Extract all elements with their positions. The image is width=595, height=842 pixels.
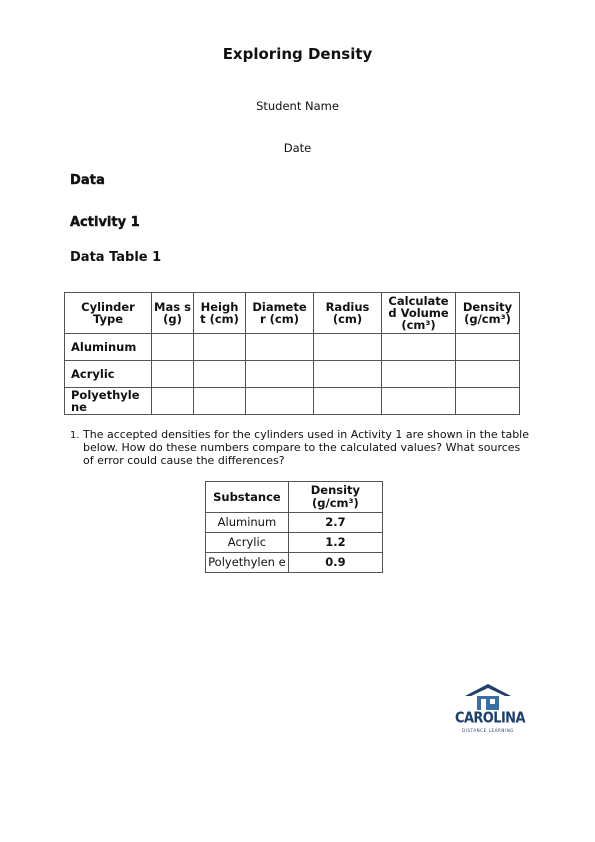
table-cell[interactable] [246,361,314,388]
column-header: Cylinder Type [65,293,152,334]
table-row [65,334,520,361]
table-cell[interactable] [152,334,194,361]
table-cell[interactable] [456,361,520,388]
table-row [206,513,383,533]
table-cell[interactable] [456,388,520,415]
column-header: Diamete r (cm) [246,293,314,334]
column-header: Density (g/cm³) [288,482,382,513]
table-row [65,361,520,388]
column-header: Density (g/cm³) [456,293,520,334]
density-cell: 2.7 [288,513,382,533]
table-row [206,533,383,553]
table-cell[interactable] [246,388,314,415]
question-text: The accepted densities for the cylinders used in Activity 1 are shown in the table below. How do these numbers compare to the calculated values? What sources of error could cause the differences? [83,428,530,467]
substance-cell: Acrylic [206,533,289,553]
student-name-label: Student Name [256,99,339,113]
table-cell[interactable] [152,361,194,388]
table-cell[interactable] [246,334,314,361]
logo-tagline: DISTANCE LEARNING [462,728,514,733]
table-cell[interactable] [382,388,456,415]
row-label: Polyethyle ne [65,388,152,415]
date-label: Date [283,141,312,155]
question-1 [70,428,530,467]
table-cell[interactable] [314,334,382,361]
table-cell[interactable] [382,361,456,388]
question-number: 1. [70,430,80,441]
table-row [206,553,383,573]
row-label: Acrylic [65,361,152,388]
table-cell[interactable] [382,334,456,361]
density-cell: 0.9 [288,553,382,573]
table-row [65,388,520,415]
logo-wordmark: CAROLINA [455,709,525,728]
substance-cell: Aluminum [206,513,289,533]
table-cell[interactable] [194,361,246,388]
column-header: Substance [206,482,289,513]
column-header: Heigh t (cm) [194,293,246,334]
density-cell: 1.2 [288,533,382,553]
table-cell[interactable] [194,388,246,415]
table-cell[interactable] [152,388,194,415]
column-header: Calculate d Volume (cm³) [382,293,456,334]
table-cell[interactable] [314,361,382,388]
section-heading-data-table: Data Table 1 [70,250,162,265]
table-cell[interactable] [314,388,382,415]
accepted-density-table [205,481,383,573]
column-header: Mas s (g) [152,293,194,334]
table-cell[interactable] [456,334,520,361]
data-table-1 [64,292,520,415]
section-heading-activity: Activity 1 [70,215,140,230]
substance-cell: Polyethylen e [206,553,289,573]
page-title: Exploring Density [222,45,373,63]
section-heading-data: Data [70,173,105,188]
column-header: Radius (cm) [314,293,382,334]
row-label: Aluminum [65,334,152,361]
table-cell[interactable] [194,334,246,361]
